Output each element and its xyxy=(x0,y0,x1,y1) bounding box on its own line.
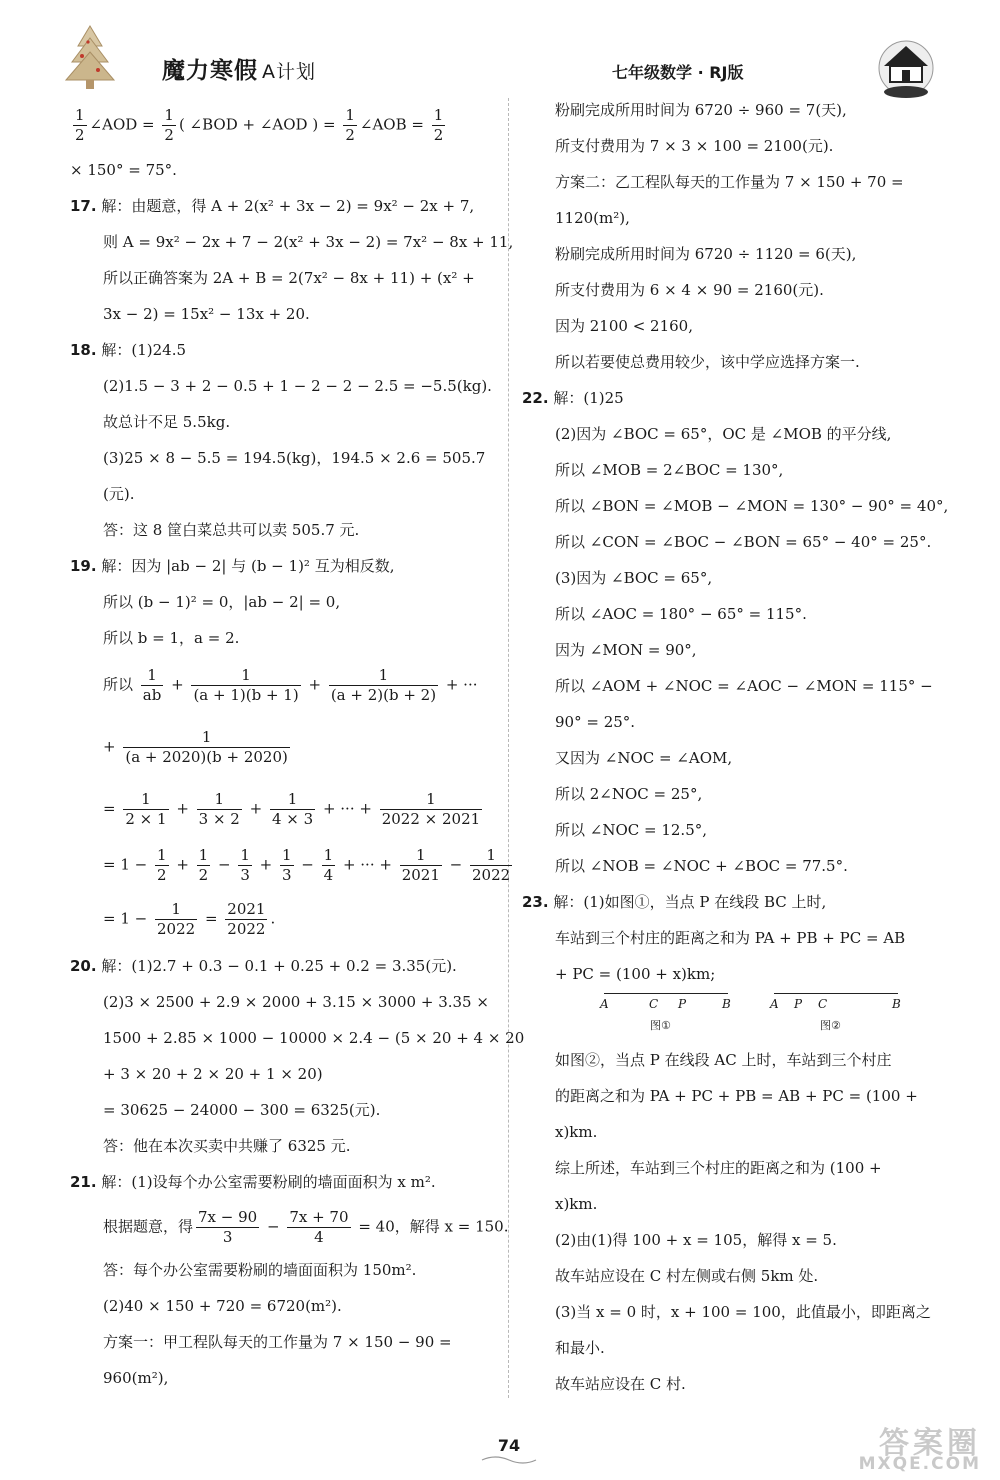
answer-line: 答：每个办公室需要粉刷的墙面面积为 150m². xyxy=(103,1261,417,1279)
answer-line: $\frac{1}{2}$ ∠AOD = $\frac{1}{2}$ ( ∠BOD + ∠AOD ) = $\frac{1}{2}$ ∠AOB = $\frac{1}{2}$ xyxy=(75,106,444,144)
fraction: $\frac{1}{3}$ xyxy=(281,846,292,884)
series-title-text: 魔力寒假 xyxy=(162,58,258,84)
answer-line: 综上所述，车站到三个村庄的距离之和为 (100 + xyxy=(555,1159,882,1177)
answer-line: 方案一：甲工程队每天的工作量为 7 × 150 − 90 = xyxy=(103,1333,452,1351)
formula-line: 所以 $\frac{1}{ab}$ + $\frac{1}{(a + 1)(b + 1)}$ + $\frac{1}{(a + 2)(b + 2)}$ + ··· xyxy=(103,666,478,704)
answer-line: 1500 + 2.85 × 1000 − 10000 × 2.4 − (5 × 20 + 4 × 20 xyxy=(103,1029,525,1047)
answer-line: (2)由(1)得 100 + x = 105，解得 x = 5. xyxy=(555,1231,837,1249)
answer-line: 粉刷完成所用时间为 6720 ÷ 960 = 7(天), xyxy=(555,101,847,119)
watermark-url: MXQE.COM xyxy=(858,1454,981,1474)
fraction: $\frac{1}{(a + 2020)(b + 2020)}$ xyxy=(125,728,288,766)
point-label: C xyxy=(649,997,659,1011)
question-22: 22. 解：(1)25 xyxy=(522,389,624,407)
answer-line: 如图②，当点 P 在线段 AC 上时，车站到三个村庄 xyxy=(555,1051,892,1069)
answer-line: (2)3 × 2500 + 2.9 × 2000 + 3.15 × 3000 + 3.35 × xyxy=(103,993,489,1011)
answer-line: 所以 ∠NOB = ∠NOC + ∠BOC = 77.5°. xyxy=(555,857,848,875)
page-header xyxy=(0,0,1000,100)
watermark xyxy=(810,1418,985,1476)
answer-line: 所以 2∠NOC = 25°, xyxy=(555,785,703,803)
answer-line: 所以 ∠AOM + ∠NOC = ∠AOC − ∠MON = 115° − xyxy=(555,677,933,695)
formula-line: + $\frac{1}{(a + 2020)(b + 2020)}$ xyxy=(103,728,288,766)
fraction: $\frac{1}{4}$ xyxy=(323,846,334,884)
point-label: B xyxy=(892,997,901,1011)
answer-line: (3)当 x = 0 时，x + 100 = 100，此值最小，即距离之 xyxy=(555,1303,931,1321)
question-number: 22. xyxy=(522,389,549,407)
fraction: $\frac{2021}{2022}$ xyxy=(227,900,266,938)
fraction: $\frac{1}{2}$ xyxy=(157,846,167,884)
answer-line: x)km. xyxy=(555,1195,598,1213)
answer-line: 故车站应设在 C 村左侧或右侧 5km 处. xyxy=(555,1267,819,1285)
question-18: 18. 解：(1)24.5 xyxy=(70,341,187,359)
answer-line: 所以 ∠NOC = 12.5°, xyxy=(555,821,708,839)
fraction: $\frac{1}{2022}$ xyxy=(157,900,196,938)
answer-line: (元). xyxy=(103,485,135,503)
answer-line: 所支付费用为 6 × 4 × 90 = 2160(元). xyxy=(555,281,824,299)
answer-line: 3x − 2) = 15x² − 13x + 20. xyxy=(103,305,310,323)
answer-line: 因为 2100 < 2160, xyxy=(555,317,693,335)
answer-line: (2)1.5 − 3 + 2 − 0.5 + 1 − 2 − 2 − 2.5 = −5.5(kg). xyxy=(103,377,492,395)
answer-line: × 150° = 75°. xyxy=(70,161,177,179)
fraction: $\frac{1}{(a + 2)(b + 2)}$ xyxy=(330,666,437,704)
formula-line: = 1 − $\frac{1}{2022}$ = $\frac{2021}{2022}$ . xyxy=(103,900,276,938)
fraction: $\frac{1}{2}$ xyxy=(198,846,209,884)
question-number: 17. xyxy=(70,197,97,215)
series-title xyxy=(162,52,316,85)
answer-line: 所以 ∠AOC = 180° − 65° = 115°. xyxy=(555,605,807,623)
page-number: 74 xyxy=(497,1436,521,1455)
answer-line: (2)40 × 150 + 720 = 6720(m²). xyxy=(103,1297,342,1315)
fraction: $\frac{1}{ab}$ xyxy=(142,666,162,704)
figure-caption: 图② xyxy=(820,1019,841,1032)
answer-line: 所以 (b − 1)² = 0，|ab − 2| = 0, xyxy=(103,593,341,611)
question-21: 21. 解：(1)设每个办公室需要粉刷的墙面面积为 x m². xyxy=(70,1173,436,1191)
point-label: C xyxy=(818,997,828,1011)
fraction: $\frac{1}{2}$ xyxy=(75,106,85,144)
question-number: 23. xyxy=(522,893,549,911)
answer-line: 所以 ∠MOB = 2∠BOC = 130°, xyxy=(555,461,784,479)
point-label: P xyxy=(794,997,803,1011)
grade-label: 七年级数学 · RJ版 xyxy=(612,63,744,82)
answer-line: (3)因为 ∠BOC = 65°, xyxy=(555,569,713,587)
question-23: 23. 解：(1)如图①，当点 P 在线段 BC 上时, xyxy=(522,893,827,911)
christmas-tree-icon xyxy=(60,22,120,92)
formula-line: = $\frac{1}{2 \times 1}$ + $\frac{1}{3 \times 2}$ + $\frac{1}{4 \times 3}$ + ··· + $\frac{1}{2022 \times 2021}$ xyxy=(103,790,481,828)
fraction: $\frac{1}{2}$ xyxy=(433,106,444,144)
fraction: $\frac{1}{3}$ xyxy=(240,846,250,884)
column-divider xyxy=(508,98,509,1398)
answer-line: 和最小. xyxy=(555,1339,605,1357)
answer-line: 答：这 8 筐白菜总共可以卖 505.7 元. xyxy=(103,521,360,539)
answer-line: x)km. xyxy=(555,1123,598,1141)
answer-line: 所以 ∠CON = ∠BOC − ∠BON = 65° − 40° = 25°. xyxy=(555,533,932,551)
answer-line: 又因为 ∠NOC = ∠AOM, xyxy=(555,749,733,767)
answer-line: 所支付费用为 7 × 3 × 100 = 2100(元). xyxy=(555,137,834,155)
fraction: $\frac{1}{3 \times 2}$ xyxy=(198,790,240,828)
fraction: $\frac{1}{2}$ xyxy=(345,106,355,144)
point-label: P xyxy=(678,997,687,1011)
question-number: 19. xyxy=(70,557,97,575)
answer-line: 故总计不足 5.5kg. xyxy=(103,413,231,431)
fraction: $\frac{1}{2022}$ xyxy=(472,846,511,884)
series-plan: A计划 xyxy=(262,61,316,83)
page-number-ornament-icon xyxy=(480,1454,538,1466)
answer-line: 1120(m²), xyxy=(555,209,630,227)
answer-line: (2)因为 ∠BOC = 65°，OC 是 ∠MOB 的平分线, xyxy=(555,425,892,443)
figure-1 xyxy=(600,985,740,1040)
formula-line: 根据题意，得 $\frac{7x - 90}{3}$ − $\frac{7x + 70}{4}$ = 40，解得 x = 150. xyxy=(103,1208,509,1246)
fraction: $\frac{1}{2021}$ xyxy=(401,846,440,884)
fraction: $\frac{1}{2022 \times 2021}$ xyxy=(381,790,481,828)
question-17: 17. 解：由题意，得 A + 2(x² + 3x − 2) = 9x² − 2x + 7, xyxy=(70,197,475,215)
point-label: B xyxy=(722,997,731,1011)
answer-line: (3)25 × 8 − 5.5 = 194.5(kg)，194.5 × 2.6 = 505.7 xyxy=(103,449,486,467)
answer-line: 960(m²), xyxy=(103,1369,169,1387)
answer-line: + PC = (100 + x)km; xyxy=(555,965,716,983)
answer-line: 粉刷完成所用时间为 6720 ÷ 1120 = 6(天), xyxy=(555,245,857,263)
fraction: $\frac{7x + 70}{4}$ xyxy=(289,1208,349,1246)
question-20: 20. 解：(1)2.7 + 0.3 − 0.1 + 0.25 + 0.2 = 3.35(元). xyxy=(70,957,457,975)
answer-line: 则 A = 9x² − 2x + 7 − 2(x² + 3x − 2) = 7x² − 8x + 11, xyxy=(103,233,514,251)
answer-line: 因为 ∠MON = 90°, xyxy=(555,641,697,659)
answer-line: 所以若要使总费用较少，该中学应选择方案一. xyxy=(555,353,860,371)
fraction: $\frac{7x - 90}{3}$ xyxy=(198,1208,258,1246)
answer-line: + 3 × 20 + 2 × 20 + 1 × 20) xyxy=(103,1065,323,1083)
fraction: $\frac{1}{2}$ xyxy=(164,106,174,144)
figure-caption: 图① xyxy=(650,1019,671,1032)
formula-line: = 1 − $\frac{1}{2}$ + $\frac{1}{2}$ − $\frac{1}{3}$ + $\frac{1}{3}$ − $\frac{1}{4}$ + ··· + $\frac{1}{2021}$ − $\frac{1}{2022}$ xyxy=(103,846,511,884)
point-label: A xyxy=(770,997,779,1011)
watermark-logo-text: 答案圈 xyxy=(879,1426,981,1461)
snow-house-icon xyxy=(876,38,936,100)
answer-line: 所以 ∠BON = ∠MOB − ∠MON = 130° − 90° = 40°, xyxy=(555,497,949,515)
answer-line: 90° = 25°. xyxy=(555,713,636,731)
question-number: 20. xyxy=(70,957,97,975)
answer-line: 所以 b = 1，a = 2. xyxy=(103,629,240,647)
answer-line: 方案二：乙工程队每天的工作量为 7 × 150 + 70 = xyxy=(555,173,904,191)
answer-line: 所以正确答案为 2A + B = 2(7x² − 8x + 11) + (x² + xyxy=(103,269,475,287)
point-label: A xyxy=(600,997,609,1011)
fraction: $\frac{1}{(a + 1)(b + 1)}$ xyxy=(193,666,299,704)
line-segment xyxy=(774,993,898,994)
fraction: $\frac{1}{4 \times 3}$ xyxy=(271,790,314,828)
answer-line: 的距离之和为 PA + PC + PB = AB + PC = (100 + xyxy=(555,1087,918,1105)
line-segment xyxy=(604,993,728,994)
answer-line: 答：他在本次买卖中共赚了 6325 元. xyxy=(103,1137,351,1155)
answer-line: = 30625 − 24000 − 300 = 6325(元). xyxy=(103,1101,381,1119)
fraction: $\frac{1}{2 \times 1}$ xyxy=(125,790,167,828)
answer-line: 车站到三个村庄的距离之和为 PA + PB + PC = AB xyxy=(555,929,906,947)
question-number: 18. xyxy=(70,341,97,359)
question-number: 21. xyxy=(70,1173,97,1191)
answer-line: 故车站应设在 C 村. xyxy=(555,1375,686,1393)
figure-2 xyxy=(770,985,910,1040)
question-19: 19. 解：因为 |ab − 2| 与 (b − 1)² 互为相反数, xyxy=(70,557,395,575)
